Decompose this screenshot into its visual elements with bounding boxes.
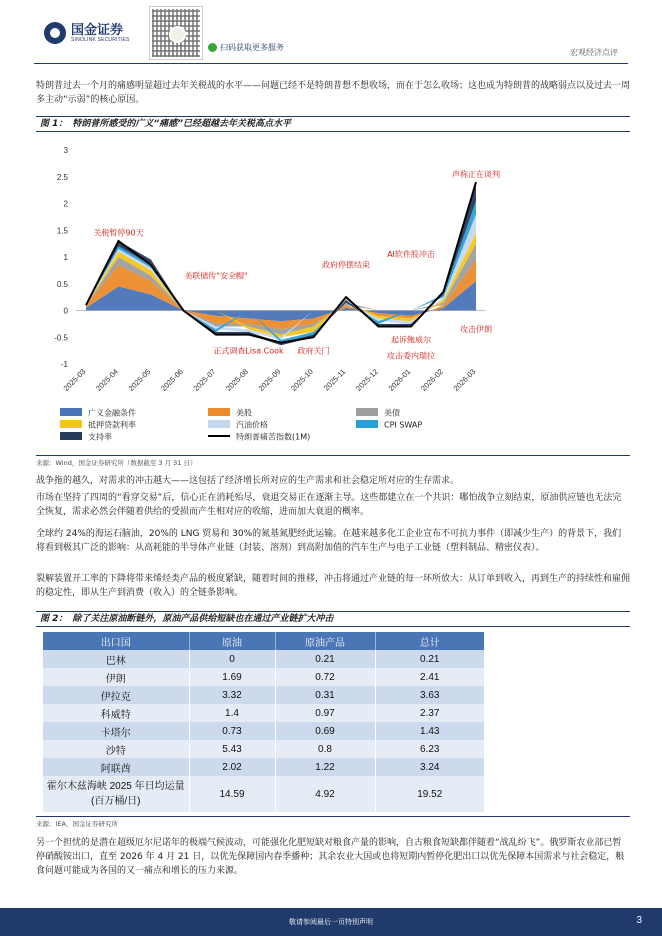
x-tick-label: 2025-05: [126, 367, 153, 393]
table-row: [43, 740, 484, 758]
table-cell: 3.32: [189, 686, 275, 704]
table-cell: 19.52: [375, 776, 484, 812]
legend-swatch: [60, 432, 82, 440]
table-header-cell: 出口国: [43, 632, 189, 650]
export-table: [43, 632, 484, 812]
total-label-line2: (百万桶/日): [91, 796, 141, 807]
figure-1-chart: [36, 138, 630, 454]
paragraph-3: 全球约 24%的海运石脑油，20%的 LNG 贸易和 30%的氮基氮肥经此运输。在越来越多化工企业宣布不可抗力事件（即减少生产）的背景下，我们将看到极其广泛的影响：从高耗能的半导体产业链（封装、溶剂）到高附加值的汽车生产与电子工业链（塑料制品、精密仪表）。: [36, 529, 622, 553]
legend-label: 支持率: [88, 432, 112, 442]
annotation-label: AI软件股冲击: [387, 250, 435, 259]
qr-code-icon: [149, 6, 203, 60]
table-cell: 伊朗: [43, 668, 189, 686]
y-tick-label: 2: [63, 199, 68, 209]
intro-paragraph: 特朗普过去一个月的痛感明显超过去年关税战的水平——问题已经不是特朗普想不想收场，而在于怎么收场；这也成为特朗普的战略弱点以及过去一周多主动“示弱”的核心原因。: [36, 81, 631, 105]
table-cell: 0.21: [275, 650, 375, 668]
table-cell: 3.24: [375, 758, 484, 776]
table-cell: 0.73: [189, 722, 275, 740]
figure-2-title-text: 除了关注原油断链外，原油产品供给短缺也在通过产业链扩大冲击: [72, 614, 334, 624]
footer-disclaimer: 敬请参阅最后一页特别声明: [289, 918, 373, 926]
figure-1-title: [36, 116, 630, 132]
x-tick-label: 2026-01: [386, 367, 413, 393]
table-header-cell: 原油: [189, 632, 275, 650]
page-header: [0, 0, 662, 66]
table-cell: 1.22: [275, 758, 375, 776]
chart-svg: [36, 138, 630, 454]
table-cell: 卡塔尔: [43, 722, 189, 740]
table-row: [43, 668, 484, 686]
table-cell: 巴林: [43, 650, 189, 668]
y-tick-label: 0.5: [56, 279, 68, 289]
table-cell: 0.69: [275, 722, 375, 740]
x-tick-label: 2025-11: [321, 367, 348, 393]
qr-caption-text: 扫码获取更多服务: [220, 43, 284, 52]
annotation-label: 关税暂停90天: [93, 228, 144, 238]
x-tick-label: 2025-03: [61, 367, 88, 393]
figure-1-source: 来源：Wind，国金证券研究所（数据截至 3 月 31 日）: [36, 455, 630, 467]
x-tick-label: 2025-04: [94, 367, 120, 393]
table-header-row: [43, 632, 484, 650]
table-cell: 0.8: [275, 740, 375, 758]
logo-en-text: SINOLINK SECURITIES: [71, 37, 130, 43]
wechat-icon: [208, 43, 217, 52]
x-tick-label: 2025-10: [289, 367, 315, 393]
table-cell: 0.97: [275, 704, 375, 722]
table-cell: 14.59: [189, 776, 275, 812]
annotation-label: 攻击伊朗: [460, 324, 492, 334]
annotation-label: 正式调查Lisa Cook: [213, 346, 284, 356]
table-cell: 0.72: [275, 668, 375, 686]
figure-1-title-text: 特朗普所感受的广义“痛感”已经超越去年关税高点水平: [72, 119, 292, 129]
legend-label: 特朗普痛苦指数(1M): [236, 432, 311, 442]
table-header-cell: 总计: [375, 632, 484, 650]
document-type: 宏观经济点评: [570, 48, 618, 57]
x-tick-label: 2025-07: [191, 367, 218, 393]
x-tick-label: 2025-06: [159, 367, 185, 393]
x-tick-label: 2025-08: [224, 367, 250, 393]
legend-label: 汽油价格: [236, 420, 268, 430]
table-cell: 1.69: [189, 668, 275, 686]
table-row: [43, 704, 484, 722]
x-tick-label: 2026-02: [419, 367, 445, 393]
y-tick-label: 0: [63, 306, 68, 316]
table-cell: 3.63: [375, 686, 484, 704]
table-cell: 0: [189, 650, 275, 668]
paragraph-4: 裂解装置开工率的下降将带来烯烃类产品的极度紧缺，随着时间的推移，冲击将通过产业链的每一环所放大：从订单到收入，再到生产的持续性和雇佣的稳定性，即从生产到消费（收入）的全链条影响。: [36, 574, 631, 598]
table-cell: [43, 776, 189, 812]
company-logo[interactable]: [44, 22, 130, 44]
page-number: 3: [636, 915, 642, 926]
y-tick-label: 3: [63, 146, 68, 155]
table-cell: 0.31: [275, 686, 375, 704]
annotation-label: 攻击委内瑞拉: [387, 351, 435, 361]
legend-label: 广义金融条件: [88, 408, 136, 418]
legend-label: 抵押贷款利率: [88, 420, 136, 430]
y-tick-label: 2.5: [56, 172, 68, 182]
y-tick-label: 1.5: [56, 226, 68, 236]
legend-swatch: [208, 420, 230, 428]
header-divider: [34, 63, 628, 64]
legend-swatch: [356, 420, 378, 428]
legend-swatch: [356, 408, 378, 416]
table-header-cell: 原油产品: [275, 632, 375, 650]
legend-swatch: [60, 420, 82, 428]
closing-paragraph: 另一个担忧的是潜在超级厄尔尼诺年的极端气候波动，可能强化化肥短缺对粮食产量的影响，自古粮食短缺都伴随着“战乱纷飞”。俄罗斯农业部已暂停硝酸铵出口，直至 2026 年 4 月 21 日，以优先保障国内春季播种；其余农业大国或也将短期内暂停化肥出口以优先保障本国需求与社会稳定，粮食问题可能成为各国的又一痛点和增长的压力来源。: [36, 838, 625, 876]
annotation-label: 起诉鲍威尔: [391, 335, 431, 345]
table-row: [43, 650, 484, 668]
page-footer: [0, 908, 662, 936]
annotation-label: 美联储传"安全帽": [184, 271, 248, 281]
table-cell: 0.21: [375, 650, 484, 668]
table-cell: 伊拉克: [43, 686, 189, 704]
table-row: [43, 686, 484, 704]
table-cell: 1.43: [375, 722, 484, 740]
y-tick-label: -0.5: [54, 333, 68, 343]
paragraph-2: 市场在坚持了四周的“看穿交易”后，信心正在消耗殆尽，衰退交易正在逐渐主导。这些都建立在一个共识：哪怕战争立刻结束，原油供应链也无法完全恢复，需求必然会伴随着供给的受损而产生相对应的收缩，进而加大衰退的概率。: [36, 493, 622, 517]
x-tick-label: 2025-09: [256, 367, 283, 393]
legend-label: 美债: [384, 408, 400, 418]
annotation-label: 声称正在谈判: [452, 169, 500, 179]
table-cell: 科威特: [43, 704, 189, 722]
table-cell: 4.92: [275, 776, 375, 812]
figure-2-title: [36, 611, 630, 627]
table-row: [43, 758, 484, 776]
table-row: [43, 722, 484, 740]
total-label-line1: 霍尔木兹海峡 2025 年日均运量: [46, 781, 185, 792]
figure-2-source: 来源：IEA，国金证券研究所: [36, 816, 630, 828]
table-cell: 2.02: [189, 758, 275, 776]
paragraph-1: 战争拖的越久，对需求的冲击越大——这包括了经济增长所对应的生产需求和社会稳定所对应的生存需求。: [36, 476, 460, 486]
legend-swatch: [60, 408, 82, 416]
legend-swatch: [208, 408, 230, 416]
y-tick-label: 1: [63, 253, 68, 262]
y-tick-label: -1: [60, 360, 68, 369]
x-tick-label: 2025-12: [354, 367, 380, 393]
legend-label: CPI SWAP: [384, 420, 423, 430]
table-cell: 6.23: [375, 740, 484, 758]
figure-1-number: 图 1：: [40, 119, 68, 129]
table-cell: 沙特: [43, 740, 189, 758]
qr-caption: [208, 42, 284, 53]
table-cell: 阿联酋: [43, 758, 189, 776]
x-tick-label: 2026-03: [451, 367, 478, 393]
table-cell: 1.4: [189, 704, 275, 722]
table-cell: 2.41: [375, 668, 484, 686]
logo-mark-icon: [44, 22, 66, 44]
table-total-row: [43, 776, 484, 812]
legend-label: 美股: [236, 408, 252, 418]
annotation-label: 政府停摆结束: [322, 260, 370, 270]
table-cell: 5.43: [189, 740, 275, 758]
logo-cn-text: 国金证券: [71, 22, 124, 37]
annotation-label: 政府关门: [297, 346, 330, 356]
table-cell: 2.37: [375, 704, 484, 722]
figure-2-number: 图 2：: [40, 614, 68, 624]
